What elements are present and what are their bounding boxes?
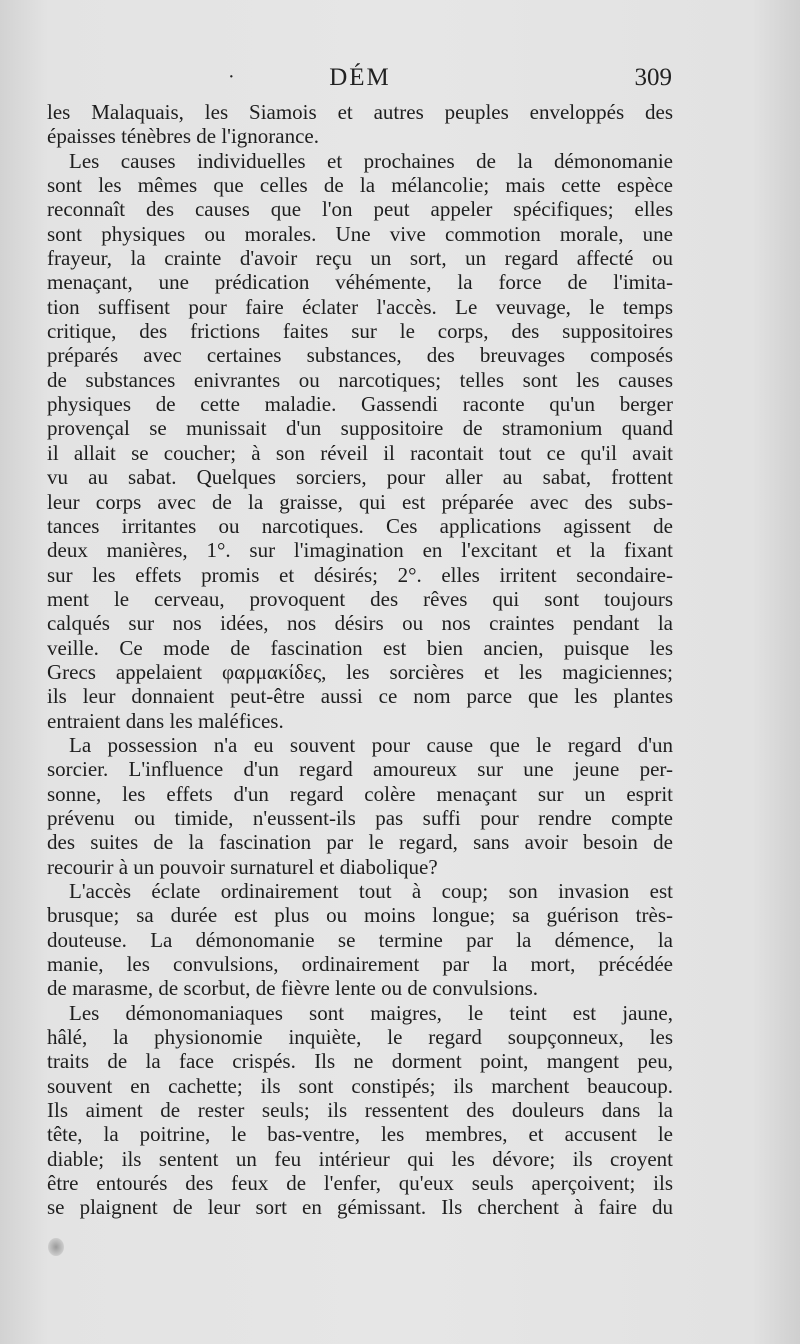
text-line: il allait se coucher; à son réveil il racontait tout ce qu'il avait <box>47 440 673 465</box>
text-line: recourir à un pouvoir surnaturel et diabolique? <box>47 854 438 879</box>
text-line: frayeur, la crainte d'avoir reçu un sort, un regard affecté ou <box>47 246 673 271</box>
text-line: épaisses ténèbres de l'ignorance. <box>47 124 320 149</box>
text-line: sonne, les effets d'un regard colère menaçant sur un esprit <box>47 781 673 806</box>
running-head: DÉM <box>329 64 391 91</box>
text-line: prévenu ou timide, n'eussent-ils pas suffi pour rendre compte <box>47 805 673 830</box>
text-line: menaçant, une prédication véhémente, la force de l'imita- <box>47 270 673 295</box>
header-dot: · <box>228 66 235 88</box>
text-line: hâlé, la physionomie inquiète, le regard soupçonneux, les <box>47 1025 673 1050</box>
text-line: La possession n'a eu souvent pour cause que le regard d'un <box>69 732 673 757</box>
text-line: critique, des frictions faites sur le corps, des suppositoires <box>47 319 673 344</box>
text-line: sont physiques ou morales. Une vive commotion morale, une <box>47 221 673 246</box>
text-line: L'accès éclate ordinairement tout à coup; son invasion est <box>69 879 673 903</box>
text-line: tion suffisent pour faire éclater l'accès. Le veuvage, le temps <box>47 294 673 319</box>
text-line: entraient dans les maléfices. <box>47 708 284 733</box>
text-line: calqués sur nos idées, nos désirs ou nos craintes pendant la <box>47 611 673 636</box>
text-line: sur les effets promis et désirés; 2°. elles irritent secondaire- <box>47 562 673 587</box>
text-line: ils leur donnaient peut-être aussi ce nom parce que les plantes <box>47 684 673 709</box>
text-line: souvent en cachette; ils sont constipés; ils marchent beaucoup. <box>47 1073 673 1098</box>
text-line: des suites de la fascination par le regard, sans avoir besoin de <box>47 830 673 855</box>
text-line: reconnaît des causes que l'on peut appeler spécifiques; elles <box>47 197 673 222</box>
text-line: leur corps avec de la graisse, qui est préparée avec des subs- <box>47 489 673 514</box>
text-line: brusque; sa durée est plus ou moins longue; sa guérison très- <box>47 903 673 928</box>
text-line: manie, les convulsions, ordinairement par la mort, précédée <box>47 952 673 977</box>
page-number: 309 <box>634 64 672 91</box>
text-line: provençal se munissait d'un suppositoire de stramonium quand <box>47 416 673 441</box>
text-line: tête, la poitrine, le bas-ventre, les membres, et accusent le <box>47 1122 673 1147</box>
ink-smudge <box>48 1238 64 1256</box>
text-line: ment le cerveau, provoquent des rêves qui sont toujours <box>47 586 673 611</box>
text-line: sorcier. L'influence d'un regard amoureux sur une jeune per- <box>47 757 673 782</box>
text-line: Grecs appelaient φαρμακίδες, les sorcières et les magiciennes; <box>47 659 673 684</box>
text-line: sont les mêmes que celles de la mélancolie; mais cette espèce <box>47 173 673 198</box>
text-line: de marasme, de scorbut, de fièvre lente ou de convulsions. <box>47 976 539 1001</box>
running-header <box>48 62 672 98</box>
text-line: diable; ils sentent un feu intérieur qui les dévore; ils croyent <box>47 1146 673 1171</box>
text-line: douteuse. La démonomanie se termine par la démence, la <box>47 927 673 952</box>
text-line: les Malaquais, les Siamois et autres peuples enveloppés des <box>47 100 673 124</box>
text-line: tances irritantes ou narcotiques. Ces applications agissent de <box>47 513 673 538</box>
text-line: préparés avec certaines substances, des breuvages composés <box>47 343 673 368</box>
text-line: être entourés des feux de l'enfer, qu'eux seuls aperçoivent; ils <box>47 1171 673 1196</box>
text-line: se plaignent de leur sort en gémissant. Ils cherchent à faire du <box>47 1195 673 1220</box>
text-line: traits de la face crispés. Ils ne dorment point, mangent peu, <box>47 1049 673 1074</box>
text-line: deux manières, 1°. sur l'imagination en l'excitant et la fixant <box>47 538 673 563</box>
text-line: veille. Ce mode de fascination est bien ancien, puisque les <box>47 635 673 660</box>
text-line: vu au sabat. Quelques sorciers, pour aller au sabat, frottent <box>47 465 673 490</box>
text-line: physiques de cette maladie. Gassendi raconte qu'un berger <box>47 392 673 417</box>
text-line: Ils aiment de rester seuls; ils ressentent des douleurs dans la <box>47 1098 673 1123</box>
text-line: Les démonomaniaques sont maigres, le teint est jaune, <box>69 1000 673 1025</box>
text-line: Les causes individuelles et prochaines de la démonomanie <box>69 148 673 173</box>
text-line: de substances enivrantes ou narcotiques; telles sont les causes <box>47 367 673 392</box>
body-text <box>47 100 673 1220</box>
